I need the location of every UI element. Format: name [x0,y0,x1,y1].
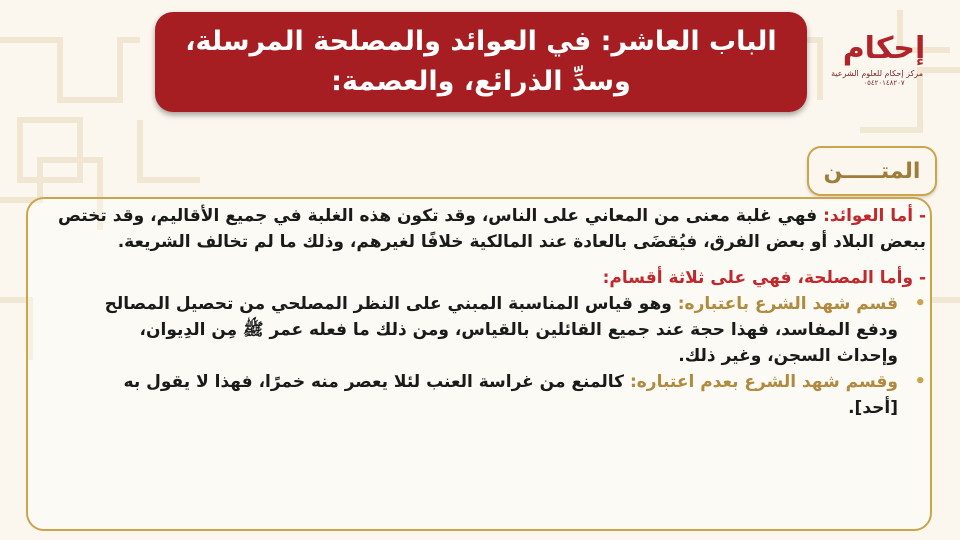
logo-subtitle: مركز إحكام للعلوم الشرعية [831,69,923,78]
list-item-lead: قسم شهد الشرع باعتباره: [677,294,898,314]
paragraph-interest [36,265,926,291]
interest-divisions-list [36,291,930,421]
paragraph-customs [36,203,926,255]
content-body [36,203,930,421]
logo-name: إحكام [842,31,926,66]
chapter-title-banner [155,12,807,112]
list-item-text: كالمنع من غراسة العنب لئلا يعصر منه خمرًا، فهذا لا يقول به [أحد]. [123,372,898,418]
logo-number: ٠٥٤٢٠١٤٨٢٠٧ [863,79,905,87]
list-item-lead: وقسم شهد الشرع بعدم اعتباره: [629,372,898,392]
chapter-title-line-2: وسدِّ الذرائع، والعصمة: [331,66,631,97]
section-tab-label: المتـــــن [823,158,921,184]
chapter-title [181,22,781,102]
chapter-title-line-1: الباب العاشر: في العوائد والمصلحة المرسلة، [185,26,777,57]
list-item [76,369,930,421]
list-item [76,291,930,369]
list-item-text: وهو قياس المناسبة المبني على النظر المصلحي من تحصيل المصالح ودفع المفاسد، فهذا حجة عند جميع القائلين بالقياس، ومن ذلك ما فعله عمر ﷺ مِن الدِيوان، وإحداث السجن، وغير ذلك. [104,294,898,366]
paragraph-customs-lead: - أما العوائد: [823,206,926,226]
brand-logo [831,28,926,98]
section-tab [807,146,937,196]
paragraph-customs-text: فهي غلبة معنى من المعاني على الناس، وقد تكون هذه الغلبة في جميع الأقاليم، وقد تختص ببعض البلاد أو بعض الفرق، فيُقضَى بالعادة عند المالكية خلافًا لغيرهم، وذلك ما لم تخالف الشريعة. [58,206,926,252]
bullet-icon: • [914,293,926,314]
paragraph-interest-lead: - وأما المصلحة، فهي على ثلاثة أقسام: [602,268,926,288]
bullet-icon: • [914,371,926,392]
